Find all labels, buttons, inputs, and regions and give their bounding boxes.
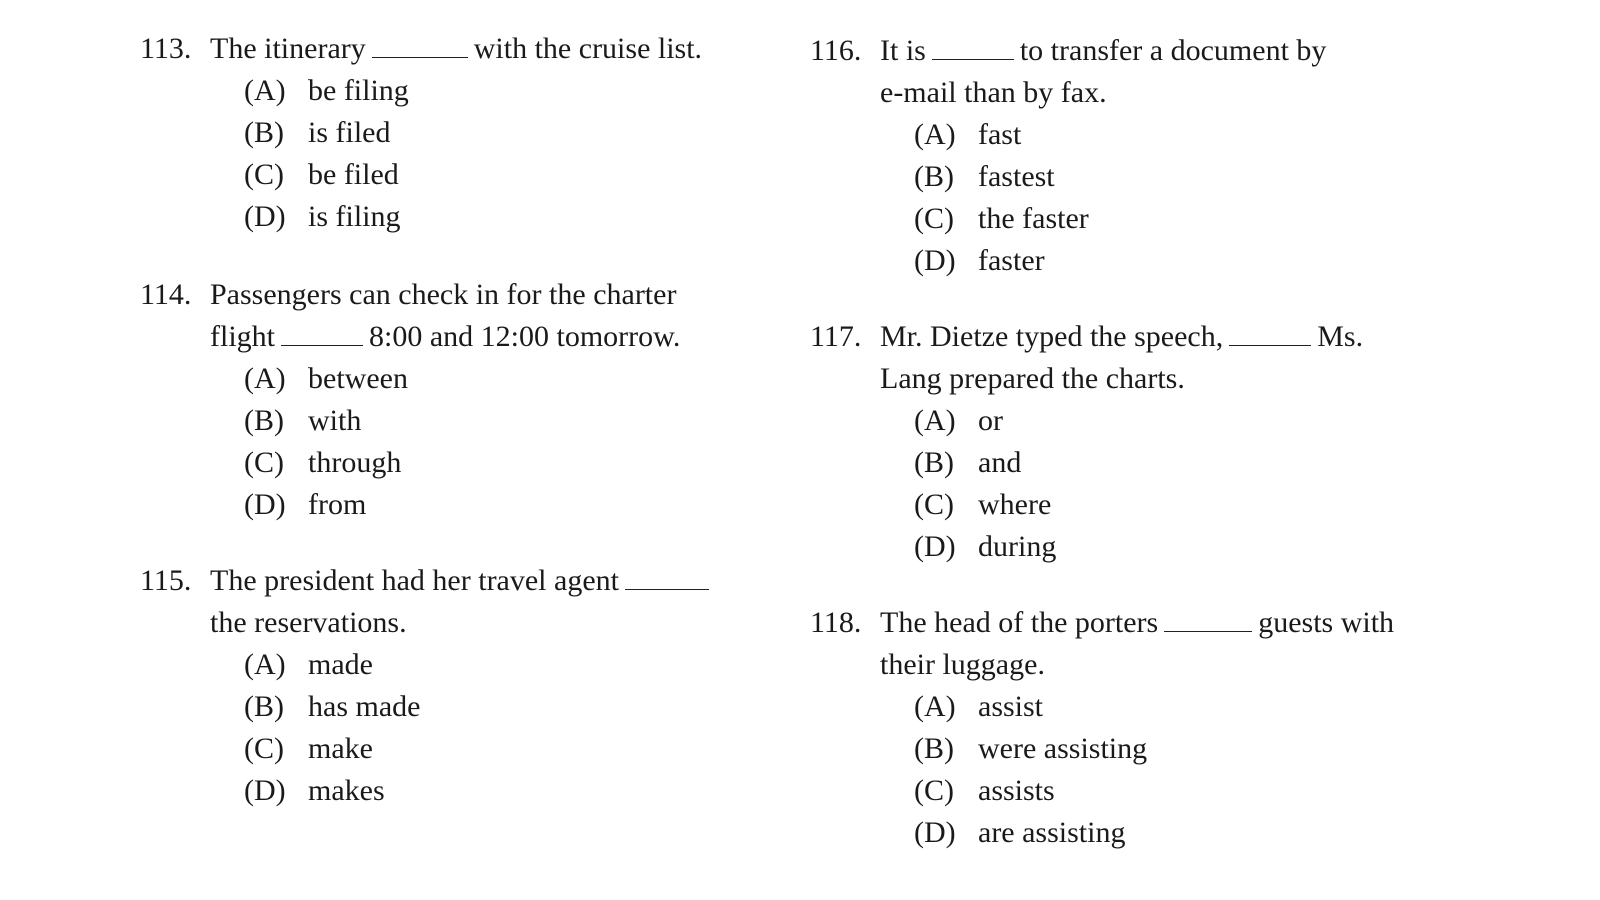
option-text: fast [978, 118, 1022, 151]
option-d[interactable] [914, 526, 1056, 568]
stem-text: Lang prepared the charts. [880, 362, 1185, 395]
question-stem [880, 602, 1394, 644]
answer-blank [932, 35, 1014, 60]
option-letter: (B) [244, 690, 284, 723]
option-text: is filing [308, 200, 401, 233]
stem-text: It is [880, 34, 926, 67]
options-list [244, 358, 408, 526]
option-letter: (C) [244, 446, 284, 479]
option-c[interactable] [914, 770, 1147, 812]
answer-blank [281, 321, 363, 346]
stem-text: their luggage. [880, 648, 1045, 681]
option-text: were assisting [978, 732, 1148, 765]
option-letter: (D) [914, 816, 956, 849]
stem-text: flight [210, 320, 275, 353]
question-stem [880, 30, 1326, 72]
stem-text: guests with [1258, 606, 1395, 639]
question-number: 117. [810, 320, 862, 353]
option-letter: (B) [914, 446, 954, 479]
option-letter: (C) [914, 774, 954, 807]
option-letter: (A) [244, 74, 286, 107]
stem-text: Mr. Dietze typed the speech, [880, 320, 1224, 353]
stem-text: the reservations. [210, 606, 407, 639]
option-text: the faster [978, 202, 1089, 235]
option-text: fastest [978, 160, 1055, 193]
option-letter: (D) [914, 530, 956, 563]
option-b[interactable] [914, 442, 1056, 484]
stem-text: e-mail than by fax. [880, 76, 1107, 109]
options-list [914, 400, 1056, 568]
option-text: is filed [308, 116, 391, 149]
question-stem-line2 [880, 72, 1107, 114]
answer-blank [625, 565, 709, 590]
option-a[interactable] [244, 358, 408, 400]
option-letter: (D) [914, 244, 956, 277]
option-letter: (C) [914, 488, 954, 521]
stem-text: with the cruise list. [473, 32, 703, 65]
stem-text: Passengers can check in for the charter [210, 278, 677, 311]
question-stem-line2 [210, 316, 680, 358]
stem-text: The head of the porters [880, 606, 1159, 639]
question-number: 116. [810, 34, 862, 67]
option-letter: (A) [914, 690, 956, 723]
option-a[interactable] [914, 400, 1056, 442]
option-d[interactable] [244, 196, 409, 238]
option-letter: (A) [244, 648, 286, 681]
option-letter: (A) [914, 118, 956, 151]
stem-text: Ms. [1317, 320, 1364, 353]
option-b[interactable] [244, 112, 409, 154]
question-stem [210, 560, 715, 602]
option-text: during [978, 530, 1057, 563]
option-b[interactable] [244, 686, 420, 728]
option-a[interactable] [914, 114, 1089, 156]
option-a[interactable] [244, 644, 420, 686]
option-text: be filed [308, 158, 399, 191]
question-stem [210, 28, 702, 70]
option-b[interactable] [244, 400, 408, 442]
option-text: assist [978, 690, 1044, 723]
option-letter: (A) [914, 404, 956, 437]
option-c[interactable] [914, 198, 1089, 240]
option-text: through [308, 446, 402, 479]
option-b[interactable] [914, 156, 1089, 198]
option-text: with [308, 404, 362, 437]
question-stem-line2 [880, 644, 1045, 686]
stem-text: The president had her travel agent [210, 564, 619, 597]
option-letter: (B) [244, 116, 284, 149]
option-letter: (C) [914, 202, 954, 235]
option-letter: (C) [244, 732, 284, 765]
question-number: 113. [140, 32, 192, 65]
options-list [244, 644, 420, 812]
question-number: 114. [140, 278, 192, 311]
option-d[interactable] [244, 770, 420, 812]
question-stem [210, 274, 676, 316]
option-letter: (D) [244, 774, 286, 807]
option-letter: (D) [244, 488, 286, 521]
answer-blank [1229, 321, 1311, 346]
option-letter: (C) [244, 158, 284, 191]
options-list [914, 686, 1147, 854]
option-c[interactable] [244, 154, 409, 196]
option-c[interactable] [244, 728, 420, 770]
option-a[interactable] [244, 70, 409, 112]
option-letter: (B) [244, 404, 284, 437]
option-text: faster [978, 244, 1045, 277]
question-stem-line2 [210, 602, 407, 644]
option-text: and [978, 446, 1022, 479]
option-a[interactable] [914, 686, 1147, 728]
option-text: be filing [308, 74, 409, 107]
question-stem [880, 316, 1363, 358]
stem-text: 8:00 and 12:00 tomorrow. [369, 320, 681, 353]
option-text: where [978, 488, 1052, 521]
question-number: 115. [140, 564, 192, 597]
option-text: from [308, 488, 367, 521]
answer-blank [372, 33, 468, 58]
option-letter: (B) [914, 732, 954, 765]
option-letter: (B) [914, 160, 954, 193]
option-letter: (D) [244, 200, 286, 233]
option-b[interactable] [914, 728, 1147, 770]
options-list [244, 70, 409, 238]
option-c[interactable] [244, 442, 408, 484]
option-text: or [978, 404, 1003, 437]
option-text: make [308, 732, 373, 765]
option-c[interactable] [914, 484, 1056, 526]
question-number: 118. [810, 606, 862, 639]
option-d[interactable] [914, 240, 1089, 282]
option-text: has made [308, 690, 421, 723]
answer-blank [1164, 607, 1252, 632]
option-text: assists [978, 774, 1055, 807]
option-text: made [308, 648, 373, 681]
options-list [914, 114, 1089, 282]
stem-text: The itinerary [210, 32, 366, 65]
stem-text: to transfer a document by [1019, 34, 1327, 67]
option-d[interactable] [244, 484, 408, 526]
option-text: are assisting [978, 816, 1126, 849]
option-letter: (A) [244, 362, 286, 395]
question-stem-line2 [880, 358, 1185, 400]
option-d[interactable] [914, 812, 1147, 854]
option-text: makes [308, 774, 385, 807]
option-text: between [308, 362, 408, 395]
